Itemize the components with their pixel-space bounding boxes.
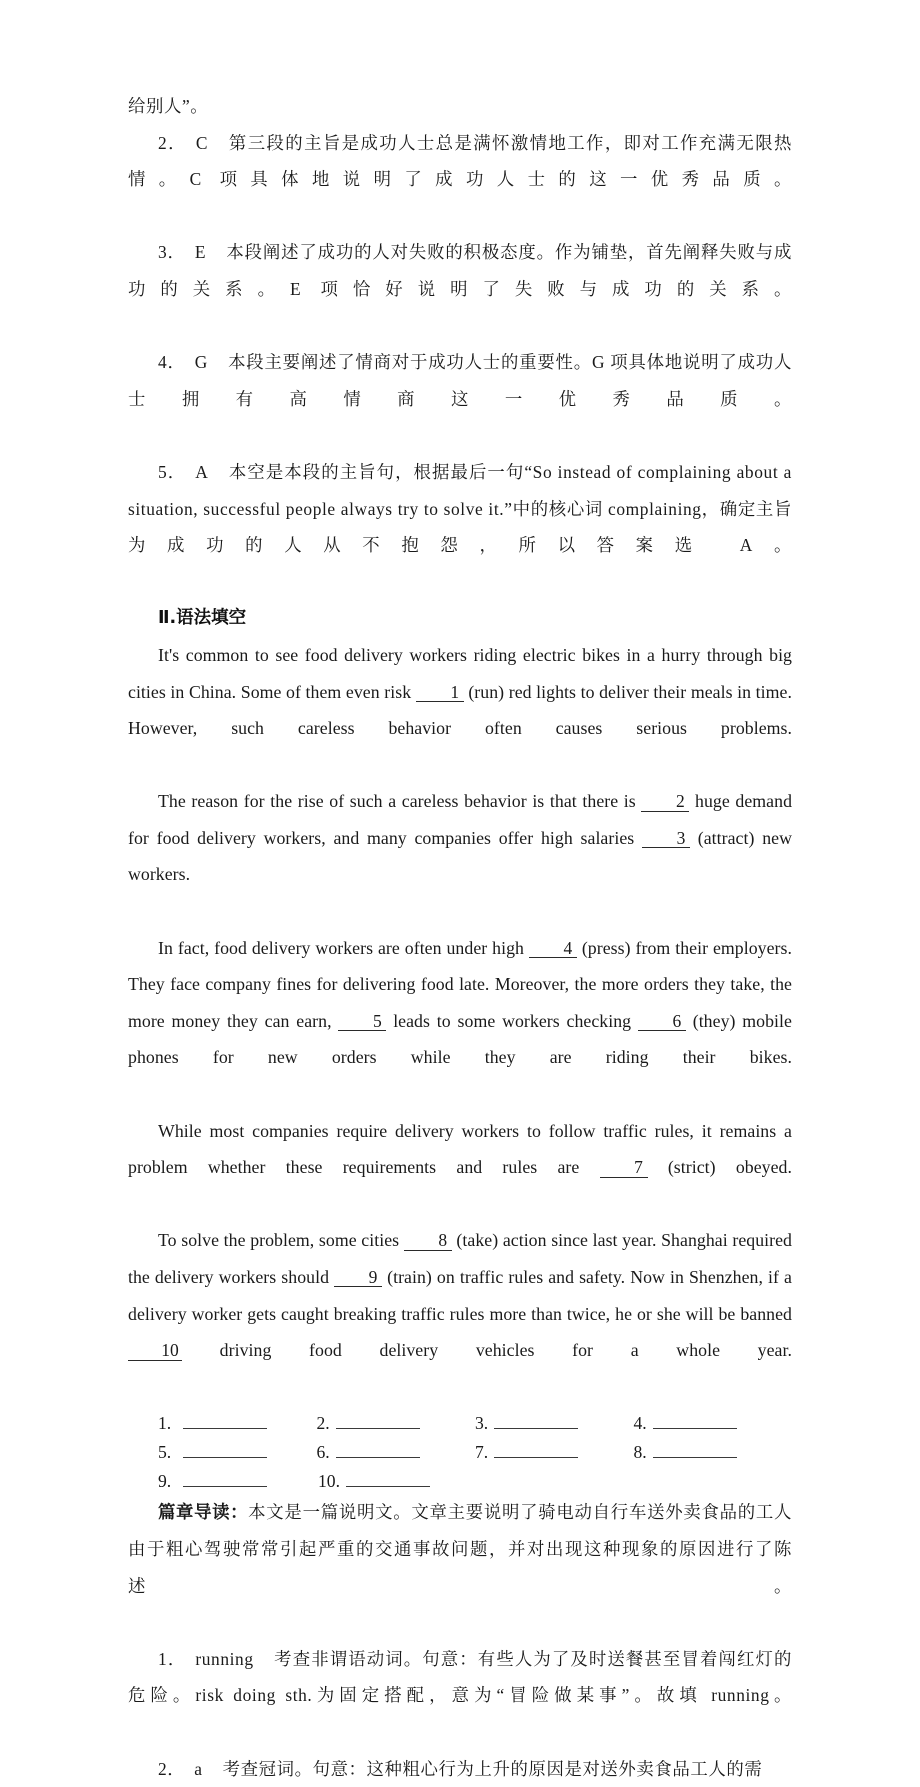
cloze-paragraph-4 bbox=[128, 1113, 792, 1223]
item-number: 3． bbox=[158, 242, 186, 263]
passage-text: leads to some workers checking bbox=[386, 1010, 638, 1031]
answer-slot[interactable] bbox=[158, 1410, 317, 1436]
cloze-paragraph-1 bbox=[128, 637, 792, 783]
answer-line-row bbox=[128, 1436, 792, 1465]
answer-slot-number: 3. bbox=[475, 1413, 489, 1434]
cloze-blank-3[interactable]: 3 bbox=[642, 829, 690, 848]
answer-line-row bbox=[128, 1465, 792, 1494]
cloze-paragraph-2 bbox=[128, 783, 792, 929]
answer-write-line[interactable] bbox=[336, 1442, 420, 1458]
answer-slot-number: 5. bbox=[158, 1442, 172, 1463]
passage-text: driving food delivery vehicles for a whole year. bbox=[182, 1340, 792, 1361]
answer-slot[interactable] bbox=[318, 1468, 478, 1494]
item-choice: A bbox=[195, 461, 209, 482]
reading-answer-item-2 bbox=[128, 125, 792, 235]
grammar-answer-item-2 bbox=[128, 1751, 792, 1787]
lead-in-paragraph bbox=[128, 1494, 792, 1640]
cloze-blank-8[interactable]: 8 bbox=[404, 1231, 452, 1250]
answer-slot[interactable] bbox=[158, 1468, 318, 1494]
lead-in-label: 篇章导读： bbox=[158, 1502, 249, 1523]
answer-write-line[interactable] bbox=[336, 1413, 420, 1429]
continuation-text: 给别人”。 bbox=[128, 96, 209, 116]
item-quote: So instead of complaining about a situation, successful people always try to solve it. bbox=[128, 461, 792, 519]
item-number: 5． bbox=[158, 461, 187, 482]
item-explanation-mid: ”中的核心词 complaining，确定主旨为成功的人从不抱怨，所以答案选 A。 bbox=[128, 498, 792, 556]
answer-slot[interactable] bbox=[634, 1439, 793, 1465]
answer-slot[interactable] bbox=[475, 1439, 634, 1465]
answer-slot-number: 1. bbox=[158, 1413, 172, 1434]
answer-line-row bbox=[128, 1407, 792, 1436]
cloze-blank-10[interactable]: 10 bbox=[128, 1341, 182, 1360]
answer-slot-number: 2. bbox=[316, 1413, 330, 1434]
passage-text: (take) action since last year. Shanghai required the delivery workers should bbox=[128, 1230, 792, 1287]
cloze-blank-2[interactable]: 2 bbox=[641, 792, 689, 811]
passage-text: (run) red lights to deliver their meals in time. However, such careless behavior often causes serious problems. bbox=[128, 681, 792, 739]
answer-slot-number: 6. bbox=[316, 1442, 330, 1463]
passage-text: (strict) obeyed. bbox=[647, 1157, 792, 1178]
item-explanation: 本段阐述了成功的人对失败的积极态度。作为铺垫，首先阐释失败与成功的关系。E 项恰好说明了失败与成功的关系。 bbox=[128, 242, 792, 299]
continuation-fragment bbox=[128, 88, 792, 125]
item-choice: E bbox=[194, 242, 207, 263]
reading-answer-item-4 bbox=[128, 344, 792, 454]
passage-text: It's common to see food delivery workers riding electric bikes in a hurry through big cities in China. Some of them even risk bbox=[128, 644, 792, 702]
cloze-blank-6[interactable]: 6 bbox=[638, 1012, 686, 1031]
item-number: 2． bbox=[158, 132, 187, 153]
cloze-blank-7[interactable]: 7 bbox=[600, 1158, 648, 1177]
passage-text: (press) from their employers. They face company fines for delivering food late. Moreover, the more orders they take, the more money they can earn, bbox=[128, 937, 792, 1031]
answer-write-line[interactable] bbox=[494, 1413, 578, 1429]
passage-text: In fact, food delivery workers are often under high bbox=[158, 937, 529, 958]
answer-write-line[interactable] bbox=[183, 1413, 267, 1429]
item-number: 4． bbox=[158, 352, 186, 373]
reading-answer-item-5 bbox=[128, 454, 792, 600]
answer-write-line[interactable] bbox=[346, 1471, 430, 1487]
answer-slot[interactable] bbox=[317, 1410, 476, 1436]
item-number: 2． bbox=[158, 1758, 186, 1779]
answer-slot-number: 9. bbox=[158, 1471, 172, 1492]
passage-text: (train) on traffic rules and safety. Now in Shenzhen, if a delivery worker gets caught breaking traffic rules more than twice, he or she will be banned bbox=[128, 1267, 792, 1324]
answer-write-line[interactable] bbox=[653, 1413, 737, 1429]
reading-answer-item-3 bbox=[128, 234, 792, 344]
grammar-answer-item-1 bbox=[128, 1641, 792, 1751]
item-number: 1． bbox=[158, 1648, 187, 1669]
cloze-blank-1[interactable]: 1 bbox=[416, 683, 464, 702]
cloze-paragraph-3 bbox=[128, 930, 792, 1113]
passage-text: While most companies require delivery workers to follow traffic rules, it remains a problem whether these requirements and rules are bbox=[128, 1120, 792, 1178]
cloze-blank-9[interactable]: 9 bbox=[334, 1268, 382, 1287]
cloze-blank-4[interactable]: 4 bbox=[529, 939, 577, 958]
item-explanation: 考查冠词。句意：这种粗心行为上升的原因是对送外卖食品工人的需 bbox=[222, 1758, 763, 1779]
item-choice: G bbox=[194, 352, 208, 373]
answer-slot[interactable] bbox=[317, 1439, 476, 1465]
answer-slot[interactable] bbox=[634, 1410, 793, 1436]
passage-text: (attract) new workers. bbox=[128, 827, 792, 885]
answer-write-line[interactable] bbox=[494, 1442, 578, 1458]
item-explanation: 考查非谓语动词。句意：有些人为了及时送餐甚至冒着闯红灯的危险。risk doing sth.为固定搭配，意为“冒险做某事”。故填 running。 bbox=[128, 1648, 792, 1706]
passage-text: huge demand for food delivery workers, and many companies offer high salaries bbox=[128, 791, 793, 848]
page-content bbox=[128, 88, 792, 1787]
item-answer: a bbox=[194, 1758, 203, 1779]
passage-text: (they) mobile phones for new orders while they are riding their bikes. bbox=[128, 1010, 792, 1068]
answer-slot-number: 10. bbox=[318, 1471, 340, 1492]
cloze-paragraph-5 bbox=[128, 1222, 792, 1405]
item-explanation: 第三段的主旨是成功人士总是满怀激情地工作，即对工作充满无限热情。C 项具体地说明了成功人士的这一优秀品质。 bbox=[128, 132, 792, 190]
answer-write-line[interactable] bbox=[183, 1442, 267, 1458]
cloze-blank-5[interactable]: 5 bbox=[338, 1012, 386, 1031]
answer-lines-grid bbox=[128, 1407, 792, 1494]
lead-in-text: 本文是一篇说明文。文章主要说明了骑电动自行车送外卖食品的工人由于粗心驾驶常常引起严重的交通事故问题，并对出现这种现象的原因进行了陈述。 bbox=[128, 1502, 792, 1596]
section-heading-grammar-fill: Ⅱ.语法填空 bbox=[158, 608, 247, 629]
answer-slot-number: 7. bbox=[475, 1442, 489, 1463]
answer-slot-number: 8. bbox=[633, 1442, 647, 1463]
answer-slot[interactable] bbox=[158, 1439, 317, 1465]
item-explanation: 本段主要阐述了情商对于成功人士的重要性。G 项具体地说明了成功人士拥有高情商这一优秀品质。 bbox=[128, 352, 792, 409]
answer-write-line[interactable] bbox=[183, 1471, 267, 1487]
passage-text: The reason for the rise of such a careless behavior is that there is bbox=[158, 791, 642, 812]
answer-slot[interactable] bbox=[475, 1410, 634, 1436]
item-explanation-pre: 本空是本段的主旨句，根据最后一句“ bbox=[228, 461, 533, 482]
item-choice: C bbox=[195, 132, 209, 153]
answer-slot-number: 4. bbox=[633, 1413, 647, 1434]
item-answer: running bbox=[195, 1648, 254, 1669]
answer-write-line[interactable] bbox=[653, 1442, 737, 1458]
passage-text: To solve the problem, some cities bbox=[158, 1230, 404, 1251]
